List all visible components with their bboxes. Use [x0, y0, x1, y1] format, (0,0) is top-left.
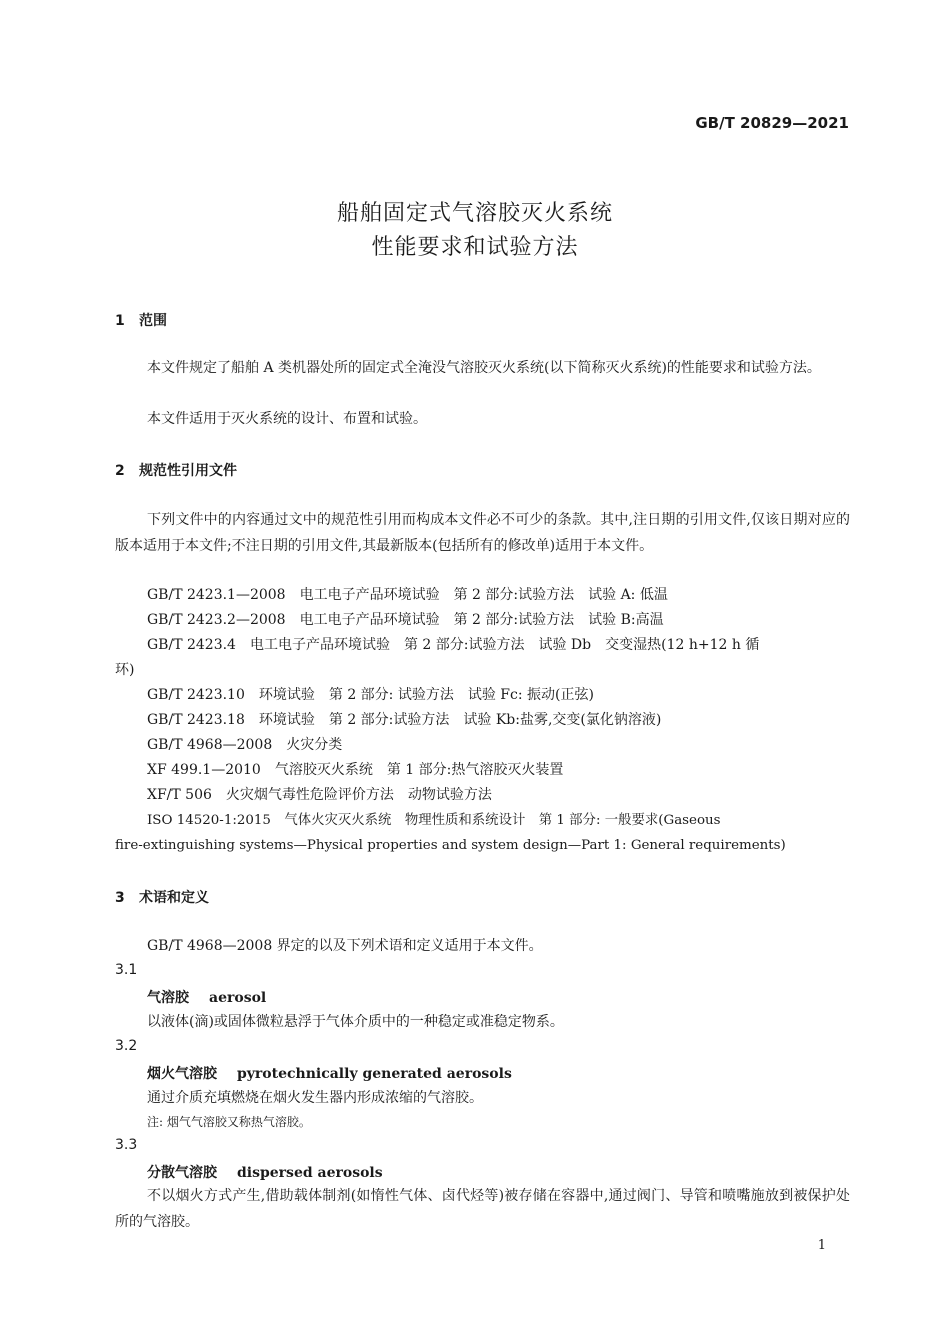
section-title: 术语和定义 [139, 890, 209, 906]
reference-item: XF/T 506 火灾烟气毒性危险评价方法 动物试验方法 [147, 787, 492, 803]
term-definition: 通过介质充填燃烧在烟火发生器内形成浓缩的气溶胶。 [147, 1090, 483, 1106]
reference-item-wrap: 环) [115, 662, 135, 678]
reference-item: GB/T 2423.2—2008 电工电子产品环境试验 第 2 部分:试验方法 试验 B:高温 [147, 612, 664, 628]
standard-number: GB/T 20829—2021 [695, 114, 849, 132]
section-1-heading [115, 310, 167, 330]
page-number: 1 [817, 1238, 826, 1253]
term-en: dispersed aerosols [237, 1165, 383, 1181]
section-3-heading [115, 887, 209, 907]
document-title-line1: 船舶固定式气溶胶灭火系统 [336, 201, 613, 226]
term-number: 3.3 [115, 1137, 138, 1153]
section-number: 1 [115, 313, 125, 329]
section-title: 规范性引用文件 [139, 463, 237, 479]
term-heading [147, 1063, 512, 1083]
scope-paragraph-2: 本文件适用于灭火系统的设计、布置和试验。 [147, 411, 427, 427]
reference-item: GB/T 2423.4 电工电子产品环境试验 第 2 部分:试验方法 试验 Db 交变湿热(12 h+12 h 循 [147, 637, 760, 653]
references-intro: 下列文件中的内容通过文中的规范性引用而构成本文件必不可少的条款。其中,注日期的引用文件,仅该日期对应的版本适用于本文件;不注日期的引用文件,其最新版本(包括所有的修改单)适用于本文件。 [115, 512, 850, 554]
term-heading [147, 987, 266, 1007]
scope-paragraph-1: 本文件规定了船舶 A 类机器处所的固定式全淹没气溶胶灭火系统(以下简称灭火系统)的性能要求和试验方法。 [147, 360, 821, 376]
reference-item: GB/T 2423.1—2008 电工电子产品环境试验 第 2 部分:试验方法 试验 A: 低温 [147, 587, 668, 603]
term-en: pyrotechnically generated aerosols [237, 1066, 512, 1082]
reference-item: XF 499.1—2010 气溶胶灭火系统 第 1 部分:热气溶胶灭火装置 [147, 762, 564, 778]
term-number: 3.2 [115, 1038, 138, 1054]
reference-item: GB/T 2423.18 环境试验 第 2 部分:试验方法 试验 Kb:盐雾,交变(氯化钠溶液) [147, 712, 662, 728]
term-zh: 烟火气溶胶 [147, 1066, 217, 1082]
section-number: 2 [115, 463, 125, 479]
reference-item: ISO 14520-1:2015 气体火灾灭火系统 物理性质和系统设计 第 1 部分: 一般要求(Gaseous [147, 813, 721, 828]
term-zh: 分散气溶胶 [147, 1165, 217, 1181]
terms-intro: GB/T 4968—2008 界定的以及下列术语和定义适用于本文件。 [147, 938, 543, 954]
reference-item-wrap: fire-extinguishing systems—Physical properties and system design—Part 1: General requirements) [115, 838, 786, 853]
section-title: 范围 [139, 313, 167, 329]
term-heading [147, 1162, 383, 1182]
term-note: 注: 烟气气溶胶又称热气溶胶。 [147, 1115, 311, 1129]
section-2-heading [115, 460, 237, 480]
term-en: aerosol [209, 990, 267, 1006]
document-title-line2: 性能要求和试验方法 [371, 235, 579, 260]
reference-item: GB/T 4968—2008 火灾分类 [147, 737, 343, 753]
term-definition: 不以烟火方式产生,借助载体制剂(如惰性气体、卤代烃等)被存储在容器中,通过阀门、导管和喷嘴施放到被保护处所的气溶胶。 [115, 1188, 850, 1230]
term-definition: 以液体(滴)或固体微粒悬浮于气体介质中的一种稳定或准稳定物系。 [147, 1014, 564, 1030]
reference-item: GB/T 2423.10 环境试验 第 2 部分: 试验方法 试验 Fc: 振动(正弦) [147, 687, 594, 703]
term-number: 3.1 [115, 962, 138, 978]
section-number: 3 [115, 890, 125, 906]
term-zh: 气溶胶 [147, 990, 189, 1006]
